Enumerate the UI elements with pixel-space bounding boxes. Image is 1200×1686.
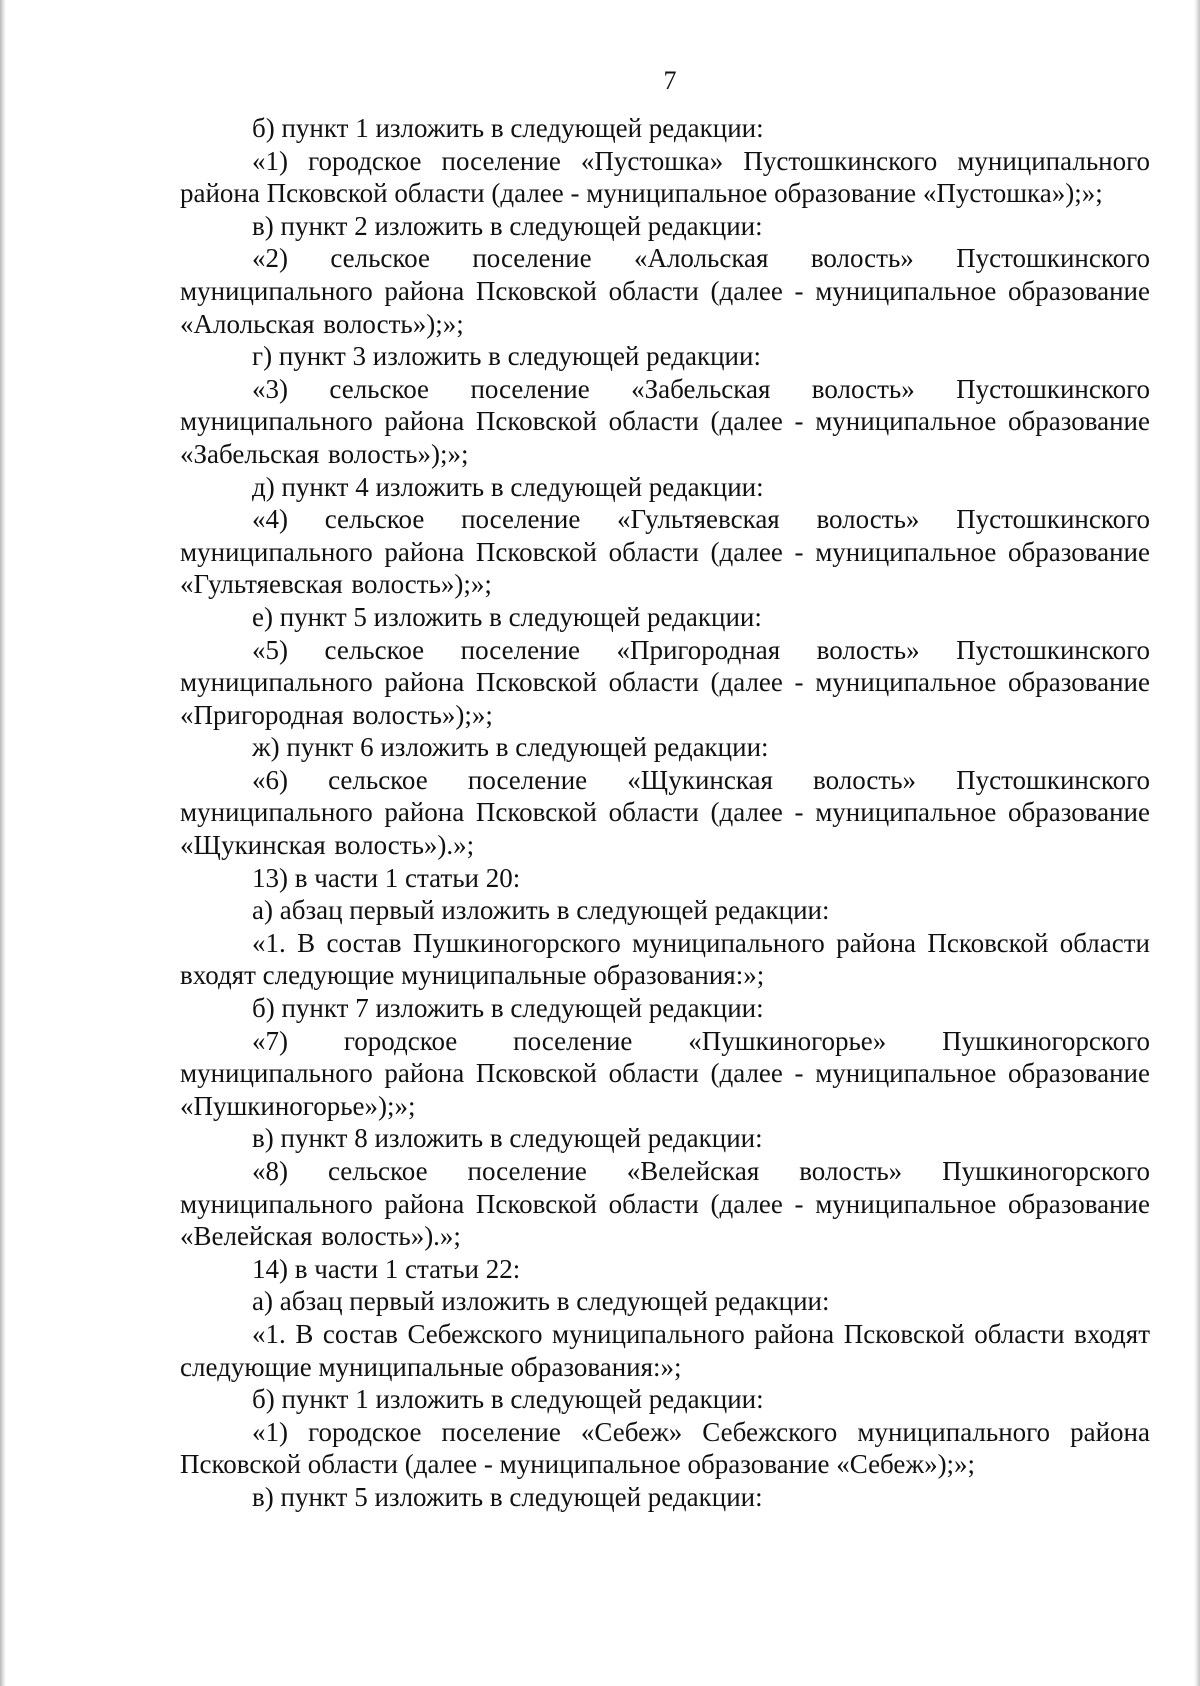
paragraph: «5) сельское поселение «Пригородная волость» Пустошкинского муниципального района Псковской области (далее - муниципальное образование «Пригородная волость»);»; <box>180 634 1150 730</box>
paragraph: в) пункт 2 изложить в следующей редакции: <box>252 210 763 241</box>
paragraph: «7) городское поселение «Пушкиногорье» Пушкиногорского муниципального района Псковской области (далее - муниципальное образование «Пушкиногорье»);»; <box>180 1025 1150 1121</box>
scan-edge-right <box>1194 0 1200 1686</box>
paragraph: «4) сельское поселение «Гультяевская волость» Пустошкинского муниципального района Псковской области (далее - муниципальное образование «Гультяевская волость»);»; <box>180 504 1150 600</box>
page-number: 7 <box>663 66 677 95</box>
paragraph: «1. В состав Пушкиногорского муниципального района Псковской области входят следующие муниципальные образования:»; <box>180 927 1150 991</box>
paragraph: 14) в части 1 статьи 22: <box>252 1253 521 1284</box>
paragraph: б) пункт 1 изложить в следующей редакции: <box>252 113 764 143</box>
paragraph: е) пункт 5 изложить в следующей редакции: <box>252 601 762 632</box>
paragraph: а) абзац первый изложить в следующей редакции: <box>252 1286 830 1317</box>
paragraph: в) пункт 5 изложить в следующей редакции: <box>252 1481 763 1512</box>
paragraph: «6) сельское поселение «Щукинская волость» Пустошкинского муниципального района Псковской области (далее - муниципальное образование «Щукинская волость»).»; <box>180 764 1150 861</box>
paragraph: б) пункт 1 изложить в следующей редакции: <box>252 1384 764 1415</box>
paragraph: «3) сельское поселение «Забельская волость» Пустошкинского муниципального района Псковской области (далее - муниципальное образование «Забельская волость»);»; <box>180 373 1150 469</box>
paragraph: «2) сельское поселение «Алольская волость» Пустошкинского муниципального района Псковской области (далее - муниципальное образование «Алольская волость»);»; <box>180 243 1150 339</box>
scan-edge-left <box>0 0 6 1686</box>
document-body <box>180 112 1150 1514</box>
paragraph: «8) сельское поселение «Велейская волость» Пушкиногорского муниципального района Псковской области (далее - муниципальное образование «Велейская волость»).»; <box>180 1156 1150 1252</box>
paragraph: «1. В состав Себежского муниципального района Псковской области входят следующие муниципальные образования:»; <box>180 1318 1150 1382</box>
paragraph: «1) городское поселение «Пустошка» Пустошкинского муниципального района Псковской области (далее - муниципальное образование «Пустошка»);»; <box>180 145 1150 209</box>
paragraph: б) пункт 7 изложить в следующей редакции: <box>252 993 764 1024</box>
paragraph: а) абзац первый изложить в следующей редакции: <box>252 895 830 926</box>
paragraph: «1) городское поселение «Себеж» Себежского муниципального района Псковской области (далее - муниципальное образование «Себеж»);»; <box>180 1416 1150 1480</box>
paragraph: 13) в части 1 статьи 20: <box>252 862 521 893</box>
paragraph: г) пункт 3 изложить в следующей редакции: <box>252 341 761 372</box>
paragraph: д) пункт 4 изложить в следующей редакции: <box>252 471 764 502</box>
paragraph: в) пункт 8 изложить в следующей редакции: <box>252 1123 763 1154</box>
paragraph: ж) пункт 6 изложить в следующей редакции: <box>252 732 769 763</box>
